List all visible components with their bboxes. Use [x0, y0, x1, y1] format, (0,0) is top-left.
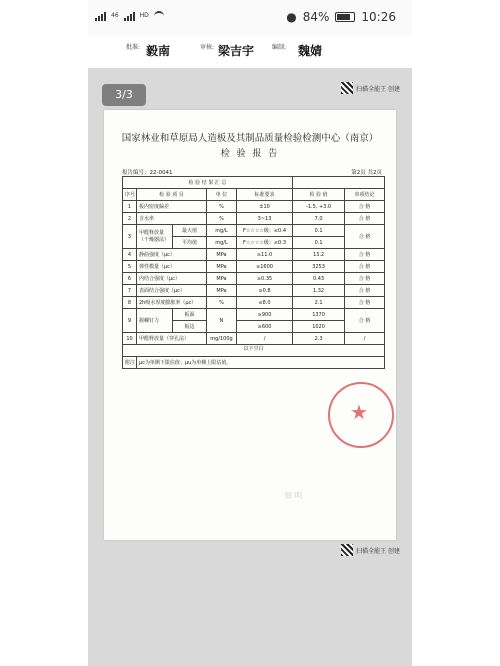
- remark-row: [123, 357, 385, 369]
- table-row: 平均值 mg/L F☆☆☆☆级：≤0.3 0.1: [123, 237, 385, 249]
- scanner-watermark-bottom: [341, 544, 400, 556]
- col-header: 检 验 项 目: [137, 189, 207, 201]
- star-icon: ★: [350, 400, 368, 424]
- table-row: 5 弹性模量（μc） MPa ≥1600 3253 合 格: [123, 261, 385, 273]
- report-title: 国家林业和草原局人造板及其制品质量检验检测中心（南京）: [121, 133, 379, 144]
- table-row: 6 内结合强度（μc） MPa ≥0.35 0.43 合 格: [123, 273, 385, 285]
- scanner-label: 扫描全能王 创建: [356, 85, 400, 93]
- report-page: [104, 110, 396, 540]
- signal-icon: [95, 11, 106, 21]
- report-number: 报告编号：22-0041: [122, 170, 173, 176]
- approve-signature: 毅南: [146, 44, 171, 58]
- status-left: [95, 11, 164, 21]
- bottom-gray-area: [88, 562, 412, 666]
- status-bar: [88, 0, 412, 36]
- col-header: 检 验 值: [293, 189, 345, 201]
- review-signature: 梁吉宇: [218, 44, 255, 58]
- table-row: 1 板内密度偏差 % ±10 -1.5, +3.0 合 格: [123, 201, 385, 213]
- table-row: 7 表面结合强度（μc） MPa ≥0.8 1.32 合 格: [123, 285, 385, 297]
- document-viewer[interactable]: [88, 68, 412, 562]
- table-row: 4 静曲强度（μc） MPa ≥11.0 13.2 合 格: [123, 249, 385, 261]
- signal-icon-2: [124, 11, 135, 21]
- approval-row: [88, 36, 412, 64]
- table-row: 9 握螺钉力 板面 N ≥900 1370 合 格: [123, 309, 385, 321]
- compile-label: 编制:: [272, 44, 287, 51]
- battery-icon: [335, 12, 355, 22]
- page-info: 第2页 共2页: [351, 170, 382, 176]
- remark-text: μc为单侧下限估值；μu为单侧上限估值。: [137, 357, 385, 369]
- col-header: 标准要求: [237, 189, 293, 201]
- report-subtitle: 检 验 报 告: [220, 149, 280, 159]
- table-row: 板边 ≥600 1020: [123, 321, 385, 333]
- review-label: 审核:: [200, 44, 215, 51]
- page-indicator: 3/3: [102, 84, 146, 106]
- results-table: [122, 176, 385, 369]
- status-right: [286, 10, 396, 24]
- col-header: 单项结论: [345, 189, 385, 201]
- table-row: 2 含水率 % 3~13 7.0 合 格: [123, 213, 385, 225]
- qr-icon: [341, 544, 353, 556]
- blank-row: [123, 345, 385, 357]
- approve-label: 批准:: [126, 44, 141, 51]
- col-header: 序号: [123, 189, 137, 201]
- faint-bleed-text: 加 叫: [284, 491, 303, 500]
- table-row: 3 甲醛释放量（干燥器法） 最大值 mg/L F☆☆☆☆级：≤0.4 0.1 合 格: [123, 225, 385, 237]
- official-seal-stamp: [328, 382, 394, 448]
- summary-header: 检 验 结 果 汇 总: [123, 177, 293, 189]
- scanner-label-bottom: 扫描全能王 创建: [356, 547, 400, 555]
- compile-signature: 魏婧: [298, 44, 323, 58]
- battery-percent: 84%: [302, 10, 330, 24]
- wifi-icon: [154, 11, 164, 21]
- network-tag: 46: [111, 12, 119, 19]
- hd-tag: HD: [139, 12, 149, 19]
- table-row: 8 2h吸水厚度膨胀率（μc） % ≤8.0 2.1 合 格: [123, 297, 385, 309]
- col-header: 单 位: [207, 189, 237, 201]
- table-row: 10 甲醛释放量（穿孔法） mg/100g / 2.3 /: [123, 333, 385, 345]
- blank-note: 以下空白: [123, 345, 385, 357]
- remark-label: 附注: [123, 357, 137, 369]
- scanner-watermark-top: [341, 82, 400, 94]
- clock: 10:26: [361, 10, 396, 24]
- table-header-row: [123, 189, 385, 201]
- qr-icon: [341, 82, 353, 94]
- location-icon: ●: [286, 10, 297, 24]
